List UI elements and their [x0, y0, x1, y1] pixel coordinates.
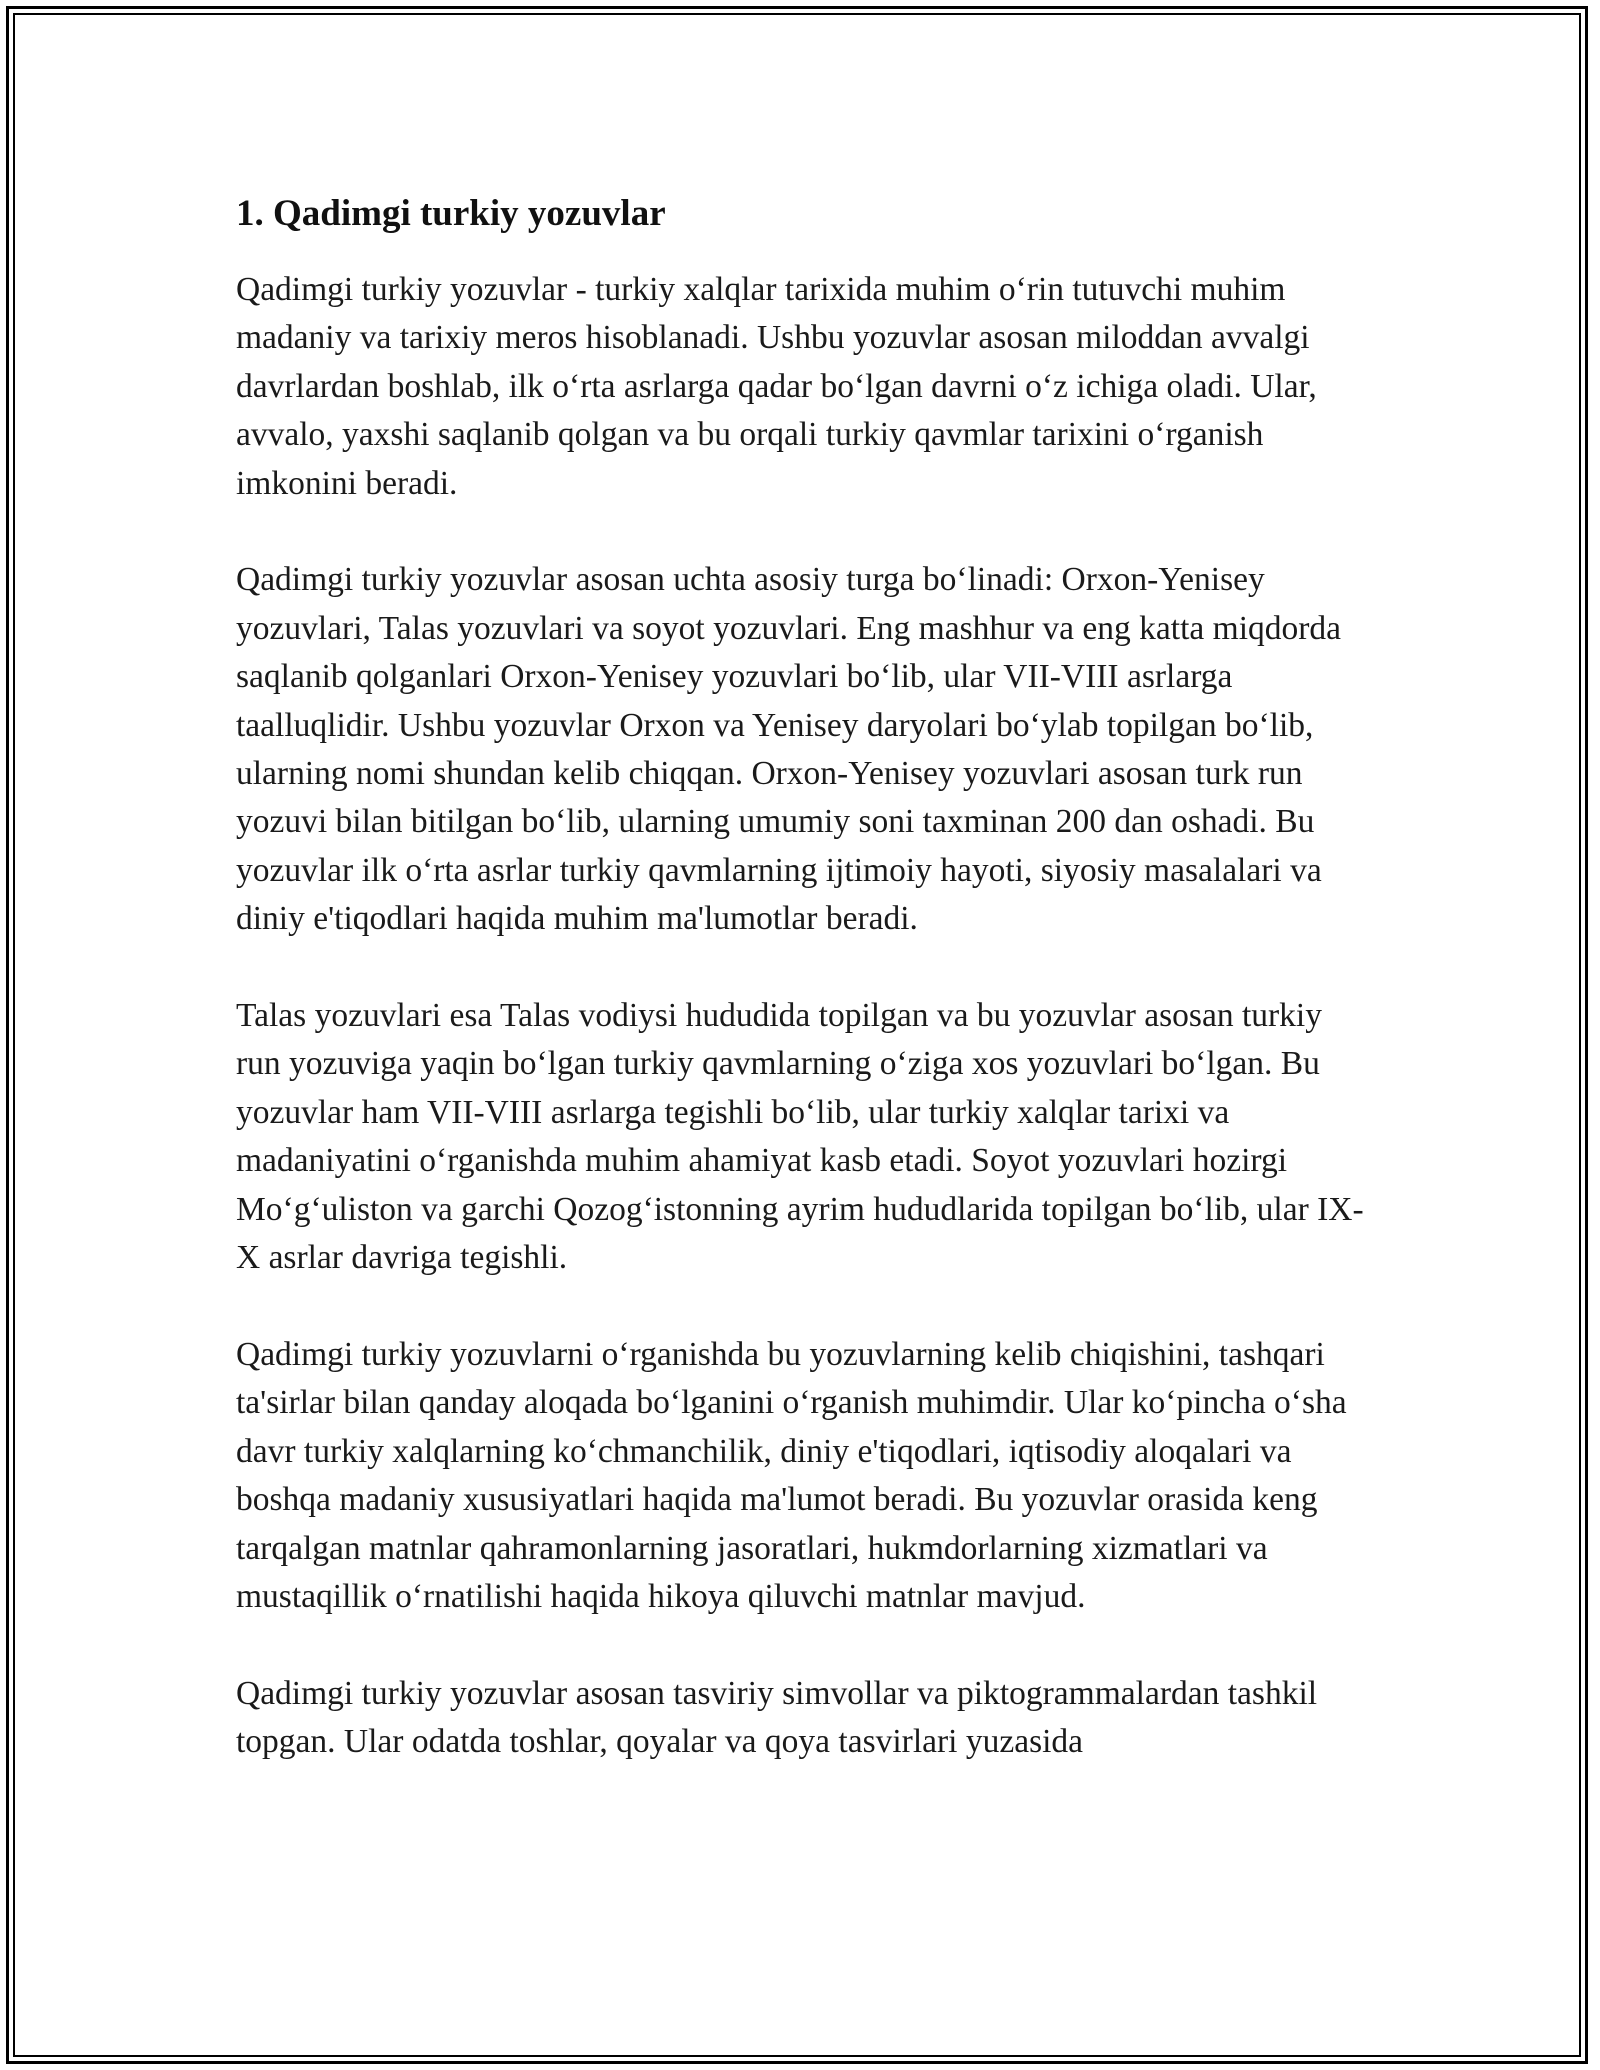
paragraph-4: Qadimgi turkiy yozuvlarni oʻrganishda bu yozuvlarning kelib chiqishini, tashqari ta'sirlar bilan qanday aloqada boʻlganini oʻrganish muhimdir. Ular koʻpincha oʻsha davr turkiy xalqlarning koʻchmanchilik, diniy e'tiqodlari, iqtisodiy aloqalari va boshqa madaniy xususiyatlari haqida ma'lumot beradi. Bu yozuvlar orasida keng tarqalgan matnlar qahramonlarning jasoratlari, hukmdorlarning xizmatlari va mustaqillik oʻrnatilishi haqida hikoya qiluvchi matnlar mavjud.: [236, 1335, 1347, 1615]
paragraph-3: Talas yozuvlari esa Talas vodiysi hududida topilgan va bu yozuvlar asosan turkiy run yozuviga yaqin boʻlgan turkiy qavmlarning oʻziga xos yozuvlari boʻlgan. Bu yozuvlar ham VII-VIII asrlarga tegishli boʻlib, ular turkiy xalqlar tarixi va madaniyatini oʻrganishda muhim ahamiyat kasb etadi. Soyot yozuvlari hozirgi Moʻgʻuliston va garchi Qozogʻistonning ayrim hududlarida topilgan boʻlib, ular IX-X asrlar davriga tegishli.: [236, 997, 1364, 1277]
paragraph-2: Qadimgi turkiy yozuvlar asosan uchta asosiy turga boʻlinadi: Orxon-Yenisey yozuvlari, Talas yozuvlari va soyot yozuvlari. Eng mashhur va eng katta miqdorda saqlanib qolganlari Orxon-Yenisey yozuvlari boʻlib, ular VII-VIII asrlarga taalluqlidir. Ushbu yozuvlar Orxon va Yenisey daryolari boʻylab topilgan boʻlib, ularning nomi shundan kelib chiqqan. Orxon-Yenisey yozuvlari asosan turk run yozuvi bilan bitilgan boʻlib, ularning umumiy soni taxminan 200 dan oshadi. Bu yozuvlar ilk oʻrta asrlar turkiy qavmlarning ijtimoiy hayoti, siyosiy masalalari va diniy e'tiqodlari haqida muhim ma'lumotlar beradi.: [236, 561, 1342, 938]
paragraph-5: Qadimgi turkiy yozuvlar asosan tasviriy simvollar va piktogrammalardan tashkil topgan. Ular odatda toshlar, qoyalar va qoya tasvirlari yuzasida: [236, 1674, 1318, 1761]
document-body: [236, 188, 1366, 1815]
section-heading: 1. Qadimgi turkiy yozuvlar: [236, 193, 666, 234]
paragraph-1: Qadimgi turkiy yozuvlar - turkiy xalqlar tarixida muhim oʻrin tutuvchi muhim madaniy va tarixiy meros hisoblanadi. Ushbu yozuvlar asosan miloddan avvalgi davrlardan boshlab, ilk oʻrta asrlarga qadar boʻlgan davrni oʻz ichiga oladi. Ular, avvalo, yaxshi saqlanib qolgan va bu orqali turkiy qavmlar tarixini oʻrganish imkonini beradi.: [236, 271, 1317, 502]
